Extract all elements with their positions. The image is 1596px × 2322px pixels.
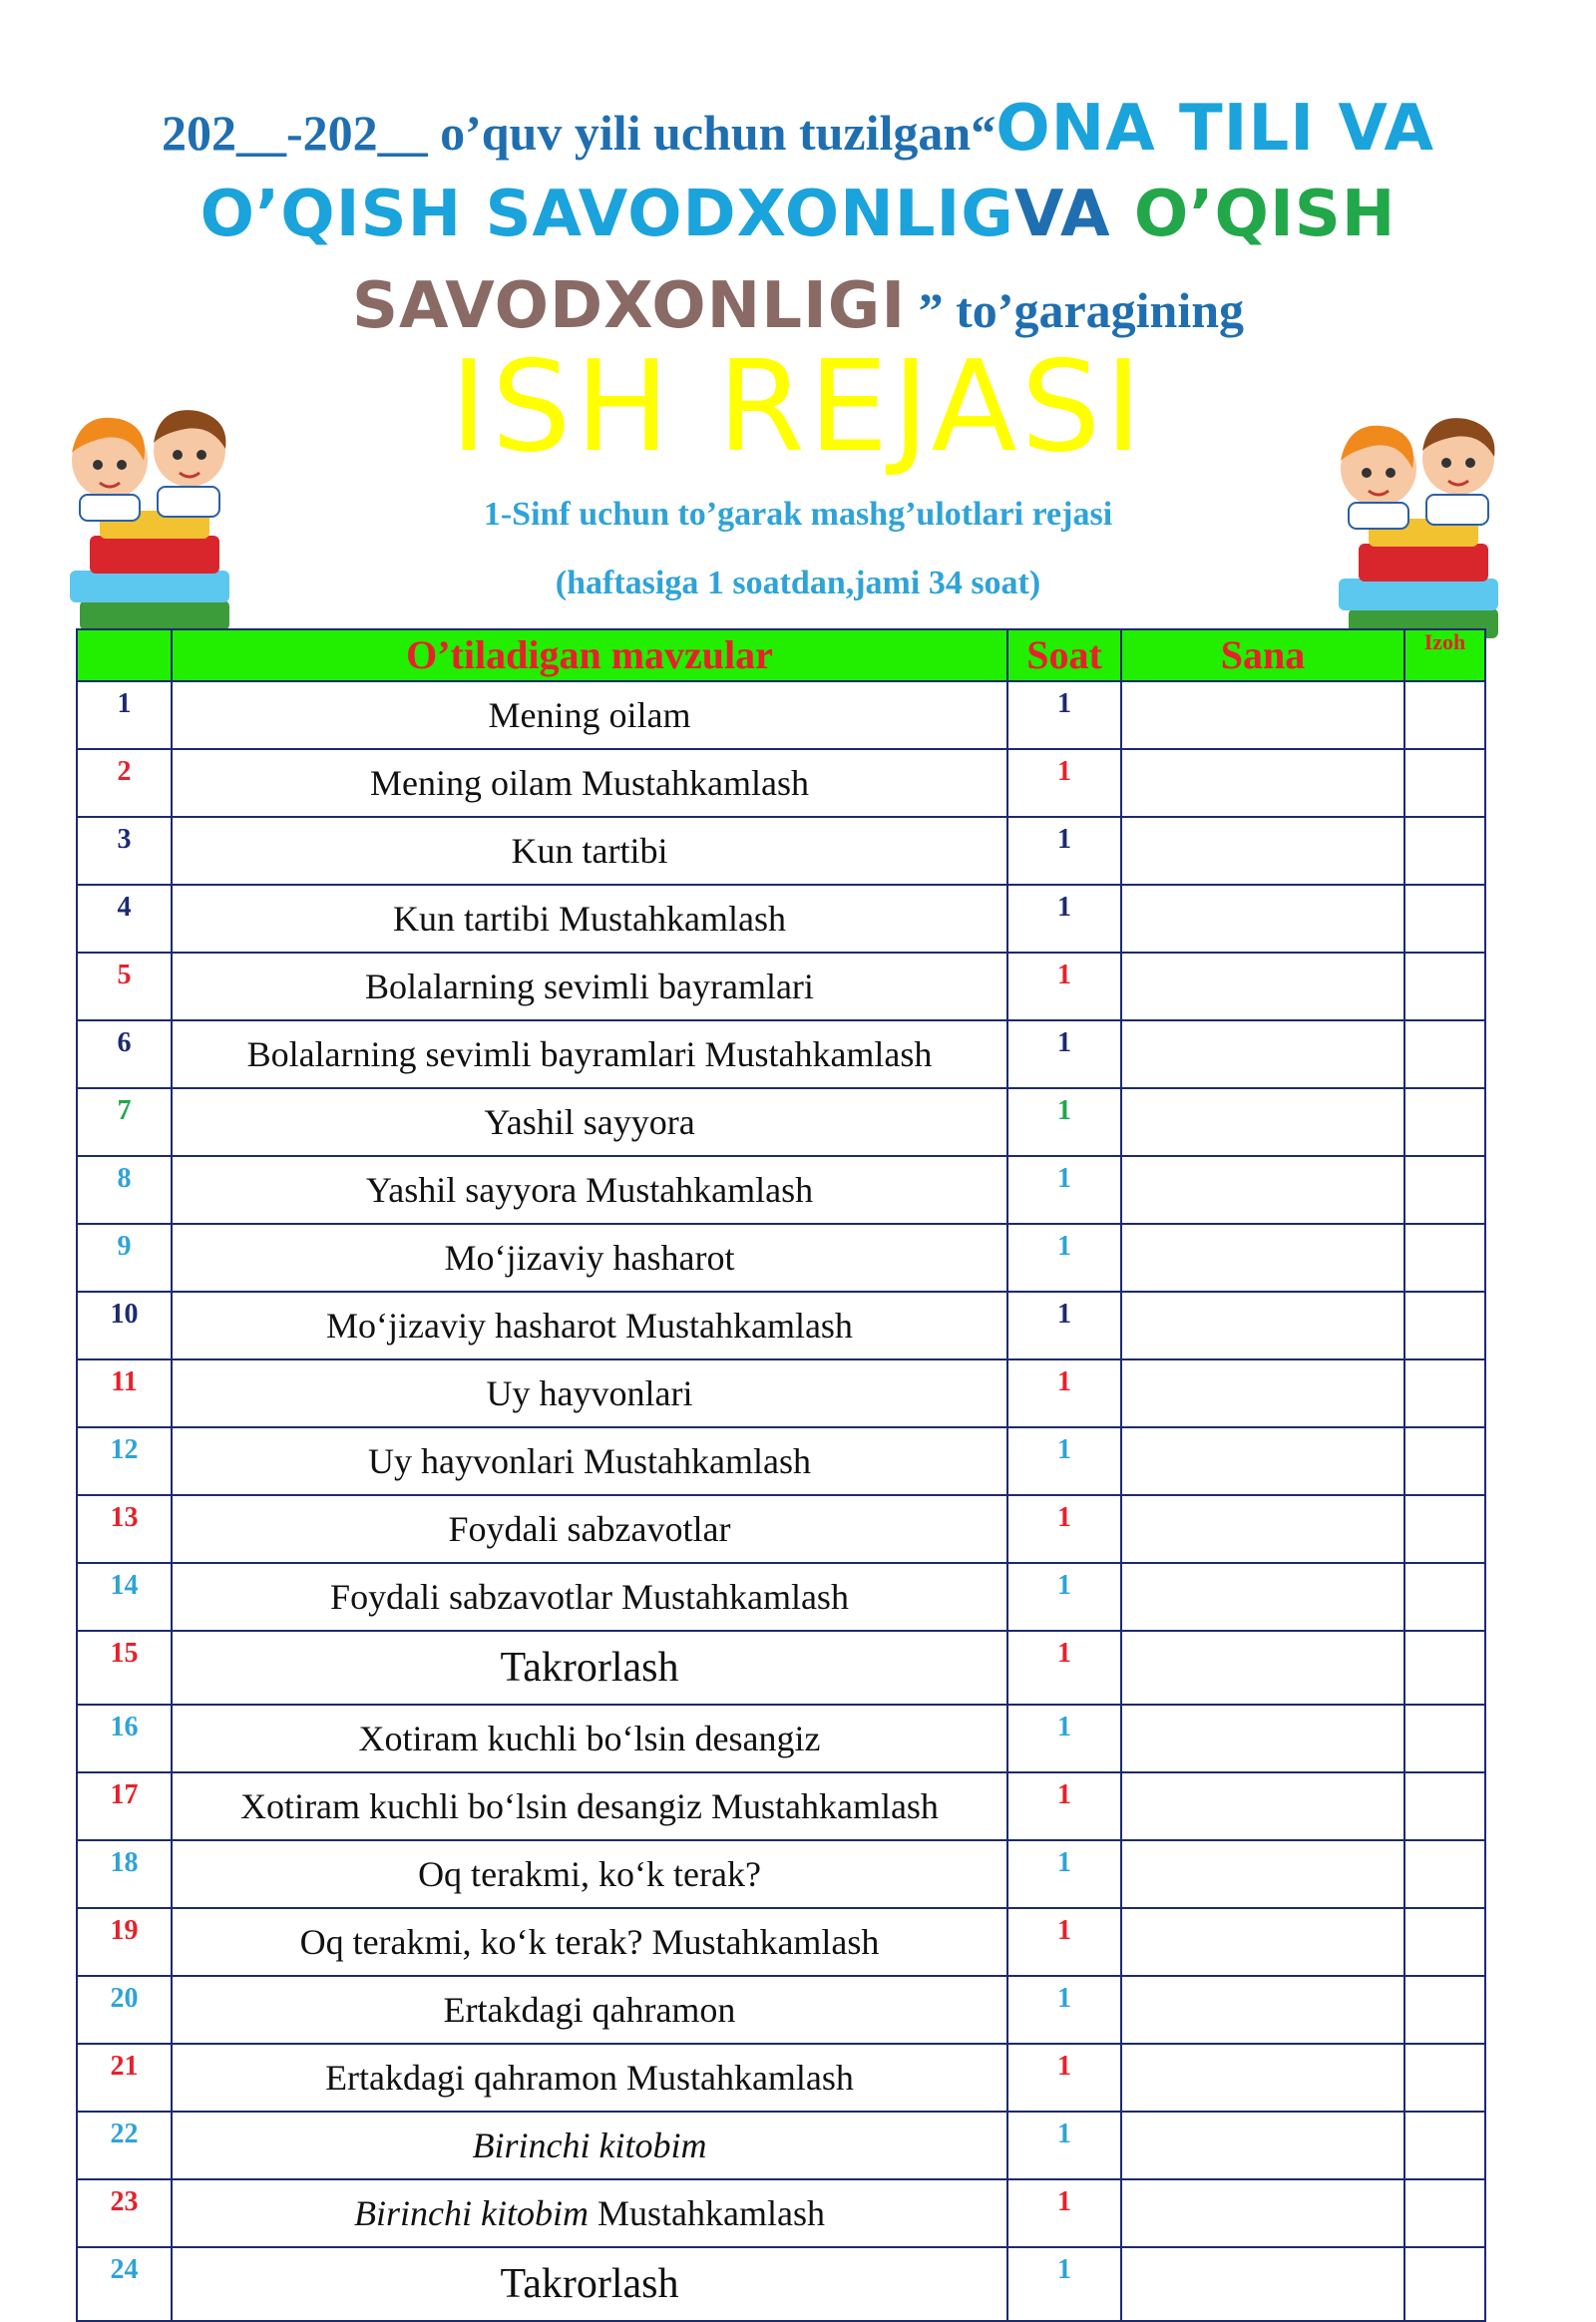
table-row — [77, 2044, 1485, 2112]
row-soat: 1 — [1007, 2044, 1121, 2112]
row-number: 8 — [77, 1156, 172, 1224]
row-number: 22 — [77, 2112, 172, 2179]
row-number: 6 — [77, 1020, 172, 1088]
plan-table — [76, 628, 1486, 2322]
row-sana-cell — [1121, 1495, 1404, 1563]
header-line-3 — [0, 269, 1596, 343]
row-soat: 1 — [1007, 1563, 1121, 1631]
header-subject-savodxonligi: SAVODXONLIGI — [351, 269, 907, 343]
row-topic: Bolalarning sevimli bayramlari Mustahkamlash — [172, 1020, 1007, 1088]
row-izoh-cell — [1404, 2247, 1485, 2321]
row-sana-cell — [1121, 681, 1404, 749]
row-topic: Ertakdagi qahramon — [172, 1976, 1007, 2044]
row-sana-cell — [1121, 1292, 1404, 1359]
header-subject-part1: O’QISH SAVODXONLIG — [200, 178, 1014, 251]
row-izoh-cell — [1404, 885, 1485, 953]
row-sana-cell — [1121, 749, 1404, 817]
row-sana-cell — [1121, 1359, 1404, 1427]
row-izoh-cell — [1404, 1495, 1485, 1563]
row-topic-rest: Mustahkamlash — [588, 2193, 825, 2233]
row-topic: Takrorlash — [172, 2247, 1007, 2321]
row-izoh-cell — [1404, 1840, 1485, 1908]
row-number: 19 — [77, 1908, 172, 1976]
row-soat: 1 — [1007, 953, 1121, 1020]
row-izoh-cell — [1404, 1976, 1485, 2044]
row-soat: 1 — [1007, 1156, 1121, 1224]
row-sana-cell — [1121, 1427, 1404, 1495]
row-number: 7 — [77, 1088, 172, 1156]
row-number: 9 — [77, 1224, 172, 1292]
row-izoh-cell — [1404, 1224, 1485, 1292]
row-soat: 1 — [1007, 1427, 1121, 1495]
row-topic: Mening oilam — [172, 681, 1007, 749]
row-soat: 1 — [1007, 1495, 1121, 1563]
row-number: 2 — [77, 749, 172, 817]
row-number: 14 — [77, 1563, 172, 1631]
row-number: 5 — [77, 953, 172, 1020]
row-sana-cell — [1121, 1976, 1404, 2044]
table-row — [77, 1088, 1485, 1156]
table-row — [77, 885, 1485, 953]
table-row — [77, 1020, 1485, 1088]
row-soat: 1 — [1007, 1840, 1121, 1908]
row-sana-cell — [1121, 817, 1404, 885]
row-topic: Ertakdagi qahramon Mustahkamlash — [172, 2044, 1007, 2112]
row-number: 16 — [77, 1705, 172, 1772]
row-sana-cell — [1121, 1908, 1404, 1976]
row-topic: Kun tartibi Mustahkamlash — [172, 885, 1007, 953]
header-subject-va: VA — [1013, 178, 1134, 251]
row-number: 12 — [77, 1427, 172, 1495]
table-row — [77, 1359, 1485, 1427]
header-topics: O’tiladigan mavzular — [172, 629, 1007, 681]
table-row — [77, 749, 1485, 817]
row-topic: Kun tartibi — [172, 817, 1007, 885]
row-sana-cell — [1121, 885, 1404, 953]
table-row — [77, 1908, 1485, 1976]
row-topic: Bolalarning sevimli bayramlari — [172, 953, 1007, 1020]
row-izoh-cell — [1404, 749, 1485, 817]
row-soat: 1 — [1007, 749, 1121, 817]
table-row — [77, 681, 1485, 749]
row-sana-cell — [1121, 1020, 1404, 1088]
row-number: 15 — [77, 1631, 172, 1705]
row-soat: 1 — [1007, 1224, 1121, 1292]
header-togarak-text: ” to’garagining — [906, 282, 1245, 338]
row-number: 10 — [77, 1292, 172, 1359]
row-soat: 1 — [1007, 1631, 1121, 1705]
row-topic: Foydali sabzavotlar Mustahkamlash — [172, 1563, 1007, 1631]
row-izoh-cell — [1404, 1427, 1485, 1495]
kids-on-books-illustration-right — [1309, 399, 1548, 648]
row-izoh-cell — [1404, 1908, 1485, 1976]
row-izoh-cell — [1404, 1359, 1485, 1427]
row-izoh-cell — [1404, 1292, 1485, 1359]
row-sana-cell — [1121, 1772, 1404, 1840]
row-sana-cell — [1121, 1840, 1404, 1908]
row-soat: 1 — [1007, 1359, 1121, 1427]
row-number: 24 — [77, 2247, 172, 2321]
row-sana-cell — [1121, 953, 1404, 1020]
header-year-text: 202__-202__ o’quv yili uchun tuzilgan“ — [161, 105, 997, 161]
row-sana-cell — [1121, 2044, 1404, 2112]
row-number: 11 — [77, 1359, 172, 1427]
row-izoh-cell — [1404, 1020, 1485, 1088]
row-topic: Mo‘jizaviy hasharot Mustahkamlash — [172, 1292, 1007, 1359]
row-number: 23 — [77, 2179, 172, 2247]
row-soat: 1 — [1007, 1908, 1121, 1976]
table-row — [77, 2179, 1485, 2247]
row-topic — [172, 2179, 1007, 2247]
row-izoh-cell — [1404, 817, 1485, 885]
row-topic: Uy hayvonlari Mustahkamlash — [172, 1427, 1007, 1495]
row-number: 21 — [77, 2044, 172, 2112]
row-topic: Oq terakmi, ko‘k terak? — [172, 1840, 1007, 1908]
table-header-row — [77, 629, 1485, 681]
row-izoh-cell — [1404, 1563, 1485, 1631]
table-row — [77, 1631, 1485, 1705]
row-soat: 1 — [1007, 1772, 1121, 1840]
row-soat: 1 — [1007, 2179, 1121, 2247]
header-subject-oqish: O’QISH — [1133, 178, 1396, 251]
row-number: 13 — [77, 1495, 172, 1563]
row-sana-cell — [1121, 2112, 1404, 2179]
row-izoh-cell — [1404, 681, 1485, 749]
row-sana-cell — [1121, 1705, 1404, 1772]
table-row — [77, 953, 1485, 1020]
row-sana-cell — [1121, 1631, 1404, 1705]
row-number: 4 — [77, 885, 172, 953]
table-row — [77, 1495, 1485, 1563]
row-number: 3 — [77, 817, 172, 885]
row-topic-italic: Birinchi kitobim — [472, 2126, 707, 2165]
subtitle-hours: (haftasiga 1 soatdan,jami 34 soat) — [555, 565, 1041, 601]
kids-on-books-illustration-left — [40, 391, 279, 640]
row-soat: 1 — [1007, 885, 1121, 953]
table-row — [77, 1156, 1485, 1224]
row-soat: 1 — [1007, 817, 1121, 885]
row-topic: Yashil sayyora — [172, 1088, 1007, 1156]
row-izoh-cell — [1404, 2179, 1485, 2247]
row-sana-cell — [1121, 2179, 1404, 2247]
header-izoh: Izoh — [1404, 629, 1485, 681]
row-sana-cell — [1121, 2247, 1404, 2321]
row-soat: 1 — [1007, 2112, 1121, 2179]
row-topic — [172, 2112, 1007, 2179]
table-body — [77, 681, 1485, 2321]
row-soat: 1 — [1007, 1705, 1121, 1772]
row-izoh-cell — [1404, 1772, 1485, 1840]
row-sana-cell — [1121, 1156, 1404, 1224]
table-row — [77, 1705, 1485, 1772]
header-sana: Sana — [1121, 629, 1404, 681]
header-subject-ona-tili: ONA TILI VA — [996, 92, 1435, 166]
row-number: 20 — [77, 1976, 172, 2044]
row-izoh-cell — [1404, 953, 1485, 1020]
row-topic: Oq terakmi, ko‘k terak? Mustahkamlash — [172, 1908, 1007, 1976]
row-soat: 1 — [1007, 1976, 1121, 2044]
row-izoh-cell — [1404, 2112, 1485, 2179]
table-row — [77, 1840, 1485, 1908]
table-row — [77, 2112, 1485, 2179]
row-izoh-cell — [1404, 2044, 1485, 2112]
row-topic: Yashil sayyora Mustahkamlash — [172, 1156, 1007, 1224]
page-title: ISH REJASI — [450, 333, 1146, 480]
table-row — [77, 1772, 1485, 1840]
row-number: 18 — [77, 1840, 172, 1908]
row-soat: 1 — [1007, 1020, 1121, 1088]
row-izoh-cell — [1404, 1156, 1485, 1224]
header-soat: Soat — [1007, 629, 1121, 681]
subtitle-class: 1-Sinf uchun to’garak mashg’ulotlari rejasi — [483, 496, 1113, 533]
row-soat: 1 — [1007, 2247, 1121, 2321]
row-soat: 1 — [1007, 1088, 1121, 1156]
row-izoh-cell — [1404, 1631, 1485, 1705]
row-soat: 1 — [1007, 681, 1121, 749]
header-line-2 — [0, 178, 1596, 251]
row-number: 17 — [77, 1772, 172, 1840]
table-row — [77, 1224, 1485, 1292]
row-number: 1 — [77, 681, 172, 749]
row-topic-italic: Birinchi kitobim — [354, 2193, 589, 2233]
row-soat: 1 — [1007, 1292, 1121, 1359]
row-topic: Foydali sabzavotlar — [172, 1495, 1007, 1563]
row-sana-cell — [1121, 1563, 1404, 1631]
row-sana-cell — [1121, 1224, 1404, 1292]
table-row — [77, 1427, 1485, 1495]
row-izoh-cell — [1404, 1088, 1485, 1156]
row-izoh-cell — [1404, 1705, 1485, 1772]
header-line-1 — [0, 92, 1596, 166]
table-row — [77, 1292, 1485, 1359]
table-row — [77, 817, 1485, 885]
table-row — [77, 1563, 1485, 1631]
row-topic: Xotiram kuchli bo‘lsin desangiz — [172, 1705, 1007, 1772]
table-row — [77, 2247, 1485, 2321]
row-topic: Uy hayvonlari — [172, 1359, 1007, 1427]
table-row — [77, 1976, 1485, 2044]
row-topic: Takrorlash — [172, 1631, 1007, 1705]
row-topic: Xotiram kuchli bo‘lsin desangiz Mustahkamlash — [172, 1772, 1007, 1840]
row-sana-cell — [1121, 1088, 1404, 1156]
header-num — [77, 629, 172, 681]
row-topic: Mening oilam Mustahkamlash — [172, 749, 1007, 817]
row-topic: Mo‘jizaviy hasharot — [172, 1224, 1007, 1292]
